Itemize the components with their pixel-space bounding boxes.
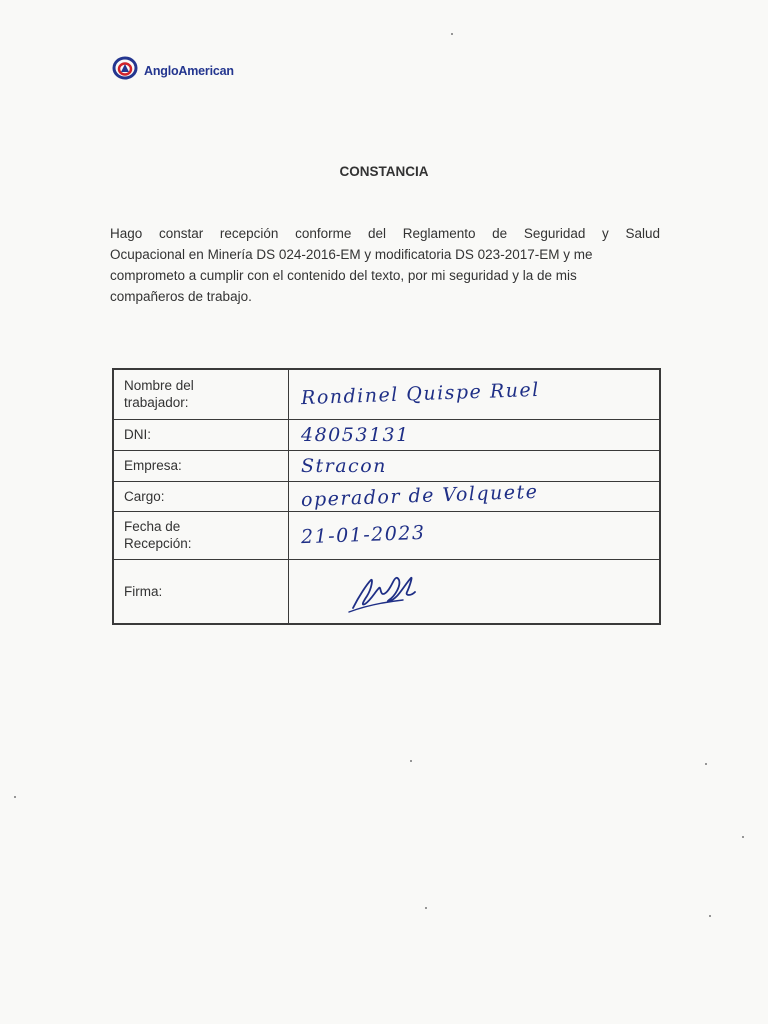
handwritten-name: Rondinel Quispe Ruel: [300, 379, 541, 410]
label-line: Fecha de: [124, 519, 181, 534]
label-empresa: [113, 450, 289, 481]
value-firma: [289, 559, 661, 624]
handwritten-cargo: operador de Volquete: [300, 480, 539, 512]
form-row-empresa: [113, 450, 660, 481]
handwritten-dni: 48053131: [301, 423, 410, 446]
label-firma: [113, 559, 289, 624]
form-row-dni: [113, 419, 660, 450]
form-row-nombre: [113, 369, 660, 419]
logo-wordmark: AngloAmerican: [144, 63, 234, 78]
label-line: Empresa:: [124, 458, 182, 473]
scan-speck: [705, 763, 707, 765]
paragraph-line: compañeros de trabajo.: [110, 289, 252, 304]
angloamerican-logo-icon: [112, 55, 140, 86]
label-cargo: [113, 481, 289, 511]
document-title: CONSTANCIA: [339, 164, 429, 179]
label-line: Nombre del: [124, 378, 194, 394]
handwritten-empresa: Stracon: [301, 454, 387, 477]
form-row-fecha: [113, 511, 660, 559]
paragraph-line: Ocupacional en Minería DS 024-2016-EM y modificatoria DS 023-2017-EM y me: [110, 247, 593, 262]
value-empresa: [289, 450, 661, 481]
form-row-cargo: [113, 481, 660, 511]
label-line: Cargo:: [124, 488, 165, 504]
handwritten-signature: [345, 566, 425, 618]
value-nombre: [289, 369, 661, 419]
label-fecha: [113, 511, 289, 559]
paragraph-line: comprometo a cumplir con el contenido del texto, por mi seguridad y la de mis: [110, 268, 577, 283]
company-logo: [112, 55, 234, 86]
handwritten-date: 21-01-2023: [300, 521, 426, 549]
value-dni: [289, 419, 661, 450]
scan-speck: [742, 836, 744, 838]
label-nombre: [113, 369, 289, 419]
value-fecha: [289, 511, 661, 559]
label-line: trabajador:: [124, 395, 189, 411]
label-line: Recepción:: [124, 536, 192, 551]
declaration-paragraph: [110, 223, 660, 307]
scan-speck: [425, 907, 427, 909]
scan-speck: [709, 915, 711, 917]
label-line: Firma:: [124, 583, 163, 599]
label-line: DNI:: [124, 427, 151, 442]
scan-speck: [14, 796, 16, 798]
form-row-firma: [113, 559, 660, 624]
label-dni: [113, 419, 289, 450]
scan-speck: [410, 760, 412, 762]
value-cargo: [289, 481, 661, 511]
worker-receipt-form: [112, 368, 661, 625]
scan-speck: [451, 33, 453, 35]
paragraph-line: Hago constar recepción conforme del Reglamento de Seguridad y Salud: [110, 226, 660, 241]
